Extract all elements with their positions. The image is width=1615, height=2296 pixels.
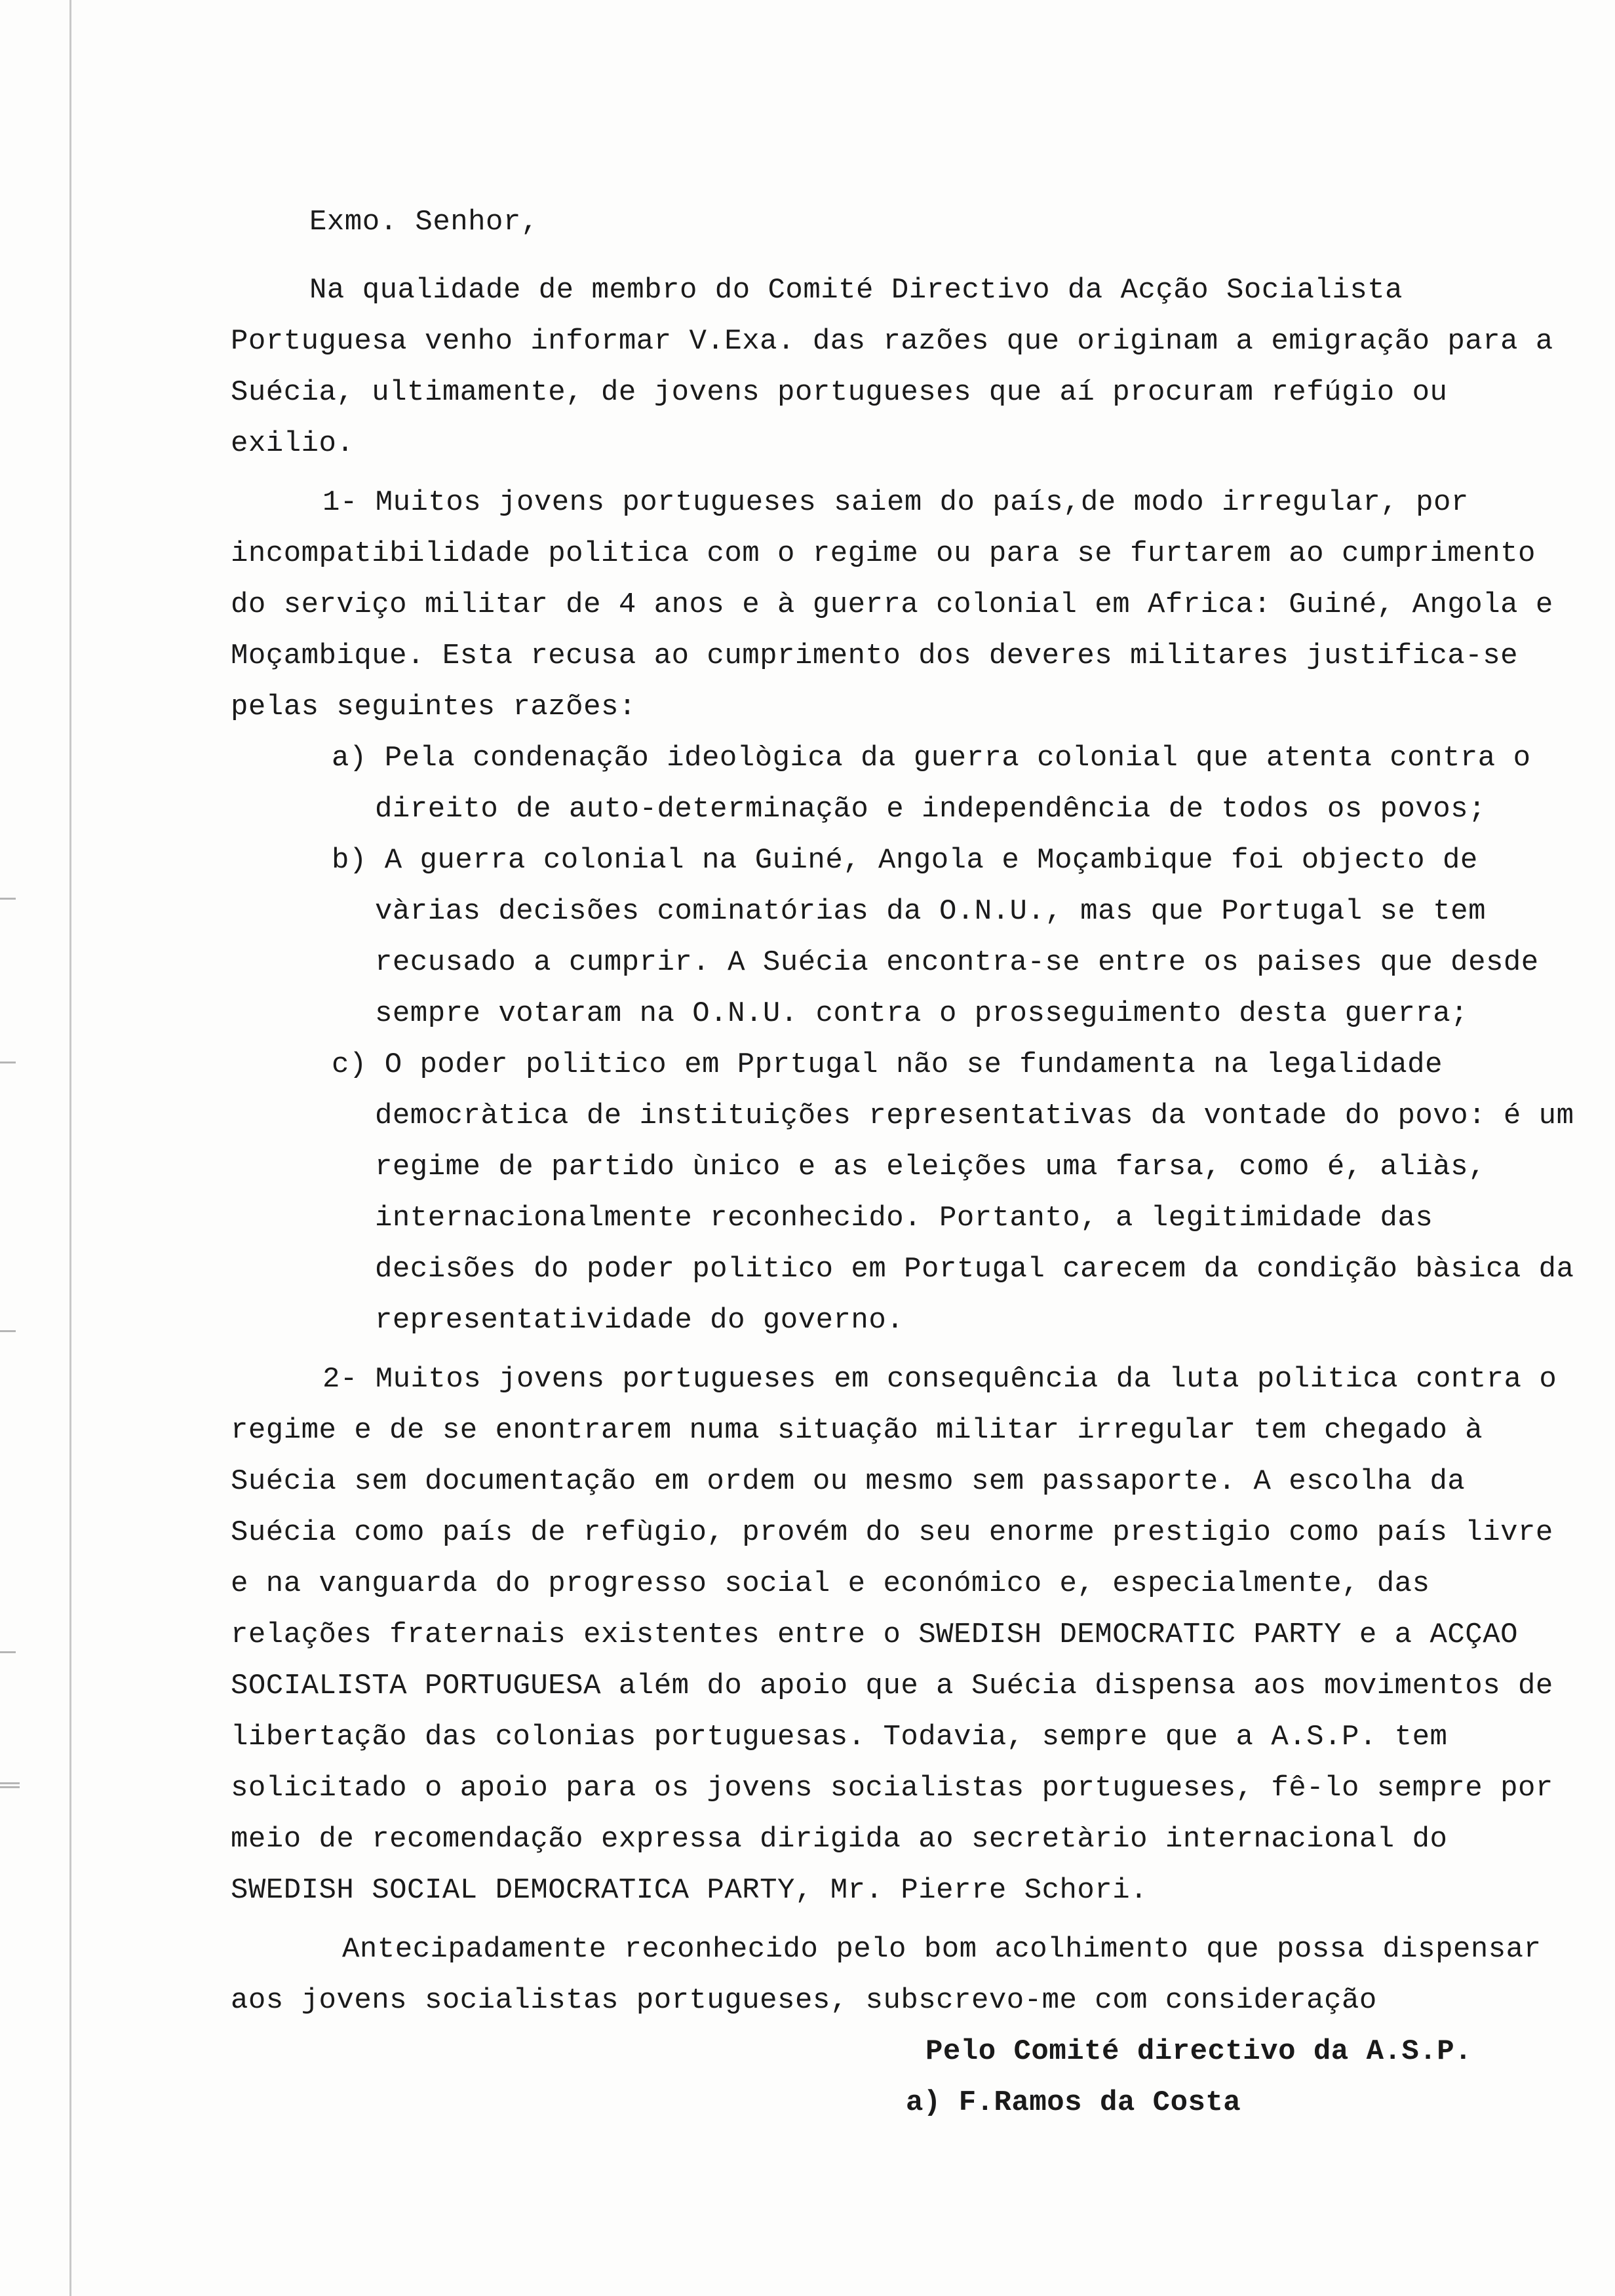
point-1-a: a) Pela condenação ideològica da guerra colonial que atenta contra o direito de auto-determinação e independência de todos os povos; <box>332 742 1531 826</box>
margin-mark <box>0 1330 16 1332</box>
signature: a) F.Ramos da Costa <box>906 2086 1241 2119</box>
margin-mark <box>0 1782 20 1784</box>
intro-paragraph: Na qualidade de membro do Comité Directivo da Acção Socialista Portuguesa venho informar V.Exa. das razões que originam a emigração para a Suécia, ultimamente, de jovens portugueses que aí procuram refúgio ou exilio. <box>231 274 1553 460</box>
margin-mark <box>0 1651 16 1653</box>
point-1-b: b) A guerra colonial na Guiné, Angola e Moçambique foi objecto de vàrias decisões cominatórias da O.N.U., mas que Portugal se tem recusado a cumprir. A Suécia encontra-se entre os paises que desde sempre votaram na O.N.U. contra o prosseguimento desta guerra; <box>332 844 1539 1030</box>
binding-margin-line <box>69 0 71 2296</box>
letter-body <box>231 197 1581 2128</box>
salutation: Exmo. Senhor, <box>309 206 539 239</box>
margin-mark <box>0 898 16 900</box>
signed-by: Pelo Comité directivo da A.S.P. <box>925 2035 1473 2068</box>
point-1-c: c) O poder politico em Pprtugal não se fundamenta na legalidade democràtica de instituições representativas da vontade do povo: é um regime de partido ùnico e as eleições uma farsa, como é, aliàs, internacionalmente reconhecido. Portanto, a legitimidade das decisões do poder politico em Portugal carecem da condição bàsica da representatividade do governo. <box>332 1048 1574 1337</box>
point-2-paragraph: 2- Muitos jovens portugueses em consequência da luta politica contra o regime e de se enontrarem numa situação militar irregular tem chegado à Suécia sem documentação em ordem ou mesmo sem passaporte. A escolha da Suécia como país de refùgio, provém do seu enorme prestigio como país livre e na vanguarda do progresso social e económico e, especialmente, das relações fraternais existentes entre o SWEDISH DEMOCRATIC PARTY e a ACÇAO SOCIALISTA PORTUGUESA além do apoio que a Suécia dispensa aos movimentos de libertação das colonias portuguesas. Todavia, sempre que a A.S.P. tem solicitado o apoio para os jovens socialistas portugueses, fê-lo sempre por meio de recomendação expressa dirigida ao secretàrio internacional do SWEDISH SOCIAL DEMOCRATICA PARTY, Mr. Pierre Schori. <box>231 1363 1557 1907</box>
margin-mark <box>0 1062 16 1063</box>
point-1-paragraph: 1- Muitos jovens portugueses saiem do país,de modo irregular, por incompatibilidade politica com o regime ou para se furtarem ao cumprimento do serviço militar de 4 anos e à guerra colonial em Africa: Guiné, Angola e Moçambique. Esta recusa ao cumprimento dos deveres militares justifica-se pelas seguintes razões: <box>231 486 1553 723</box>
closing-paragraph: Antecipadamente reconhecido pelo bom acolhimento que possa dispensar aos jovens socialistas portugueses, subscrevo-me com consideração <box>231 1933 1542 2017</box>
margin-mark <box>0 1786 20 1788</box>
